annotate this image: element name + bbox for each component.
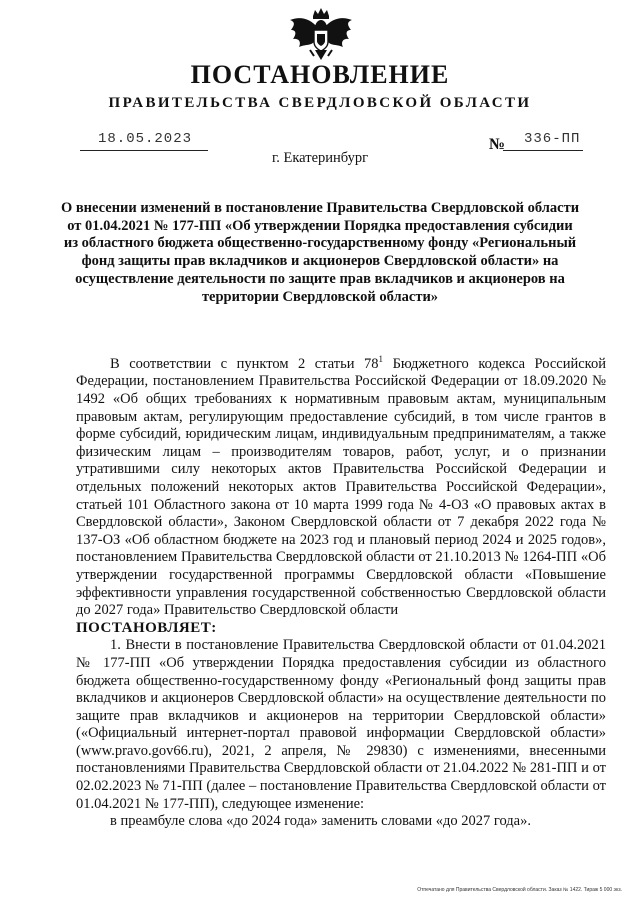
city: г. Екатеринбург xyxy=(271,150,369,166)
decree-number: 336-ПП xyxy=(524,131,581,147)
item-1-paragraph: 1. Внести в постановление Правительства Свердловской области от 01.04.2021 № 177-ПП «Об утверждении Порядка предоставления субсидии из областного бюджета общественно-государственному фонду «Региональный фонд защиты прав вкладчиков и акционеров Свердловской области» на осуществление деятельности по защите прав вкладчиков и акционеров на территории Свердловской области» («Официальный интернет-портал правовой информации Свердловской области» (www.pravo.gov66.ru), 2021, 2 апреля, № 29830) с изменениями, внесенными постановлениями Правительства Свердловской области от 21.04.2022 № 281-ПП и от 02.02.2023 № 71-ПП (далее – постановление Правительства Свердловской области от 01.04.2021 № 177-ПП), следующее изменение: xyxy=(76,637,606,812)
decree-word: ПОСТАНОВЛЯЕТ: xyxy=(76,619,217,636)
document-type-title: ПОСТАНОВЛЕНИЕ xyxy=(190,60,450,89)
issuer-subtitle: ПРАВИТЕЛЬСТВА СВЕРДЛОВСКОЙ ОБЛАСТИ xyxy=(108,95,532,111)
print-footer-note: Отпечатано для Правительства Свердловской области. Заказ № 1422. Тираж 5 000 экз. xyxy=(417,887,622,893)
article-superscript: 1 xyxy=(378,354,384,364)
document-heading: О внесении изменений в постановление Правительства Свердловской области от 01.04.2021 № 177-ПП «Об утверждении Порядка предоставления субсидии из областного бюджета общественно-государственному фонду «Региональный фонд защиты прав вкладчиков и акционеров Свердловской области» на осуществление деятельности по защите прав вкладчиков и акционеров на территории Свердловской области» xyxy=(60,200,580,305)
coat-of-arms-icon xyxy=(288,6,354,62)
document-body xyxy=(76,351,606,831)
preamble-text-start: В соответствии с пунктом 2 статьи 78 xyxy=(110,355,379,372)
decree-date: 18.05.2023 xyxy=(98,131,193,147)
preamble-text-end: Бюджетного кодекса Российской Федерации, постановлением Правительства Российской Федерации от 18.09.2020 № 1492 «Об общих требованиях к нормативным правовым актам, муниципальным правовым актам, регулирующим предоставление субсидий, в том числе грантов в форме субсидий, юридическим лицам, индивидуальным предпринимателям, а также физическим лицам – производителям товаров, работ, услуг, и о признании утратившими силу некоторых актов Правительства Российской Федерации и отдельных положений некоторых актов Правительства Российской Федерации», статьей 101 Областного закона от 10 марта 1999 года № 4-ОЗ «О правовых актах в Свердловской области», Законом Свердловской области от 7 декабря 2022 года № 137-ОЗ «Об областном бюджете на 2023 год и плановый период 2024 и 2025 годов», постановлением Правительства Свердловской области от 21.10.2013 № 1264-ПП «Об утверждении государственной программы Свердловской области «Повышение эффективности управления государственной собственностью Свердловской области до 2027 года» Правительство Свердловской области xyxy=(76,355,606,619)
preamble-paragraph xyxy=(76,351,606,620)
item-1-change-paragraph: в преамбуле слова «до 2024 года» заменить словами «до 2027 года». xyxy=(110,813,531,830)
number-label: № xyxy=(489,136,506,153)
